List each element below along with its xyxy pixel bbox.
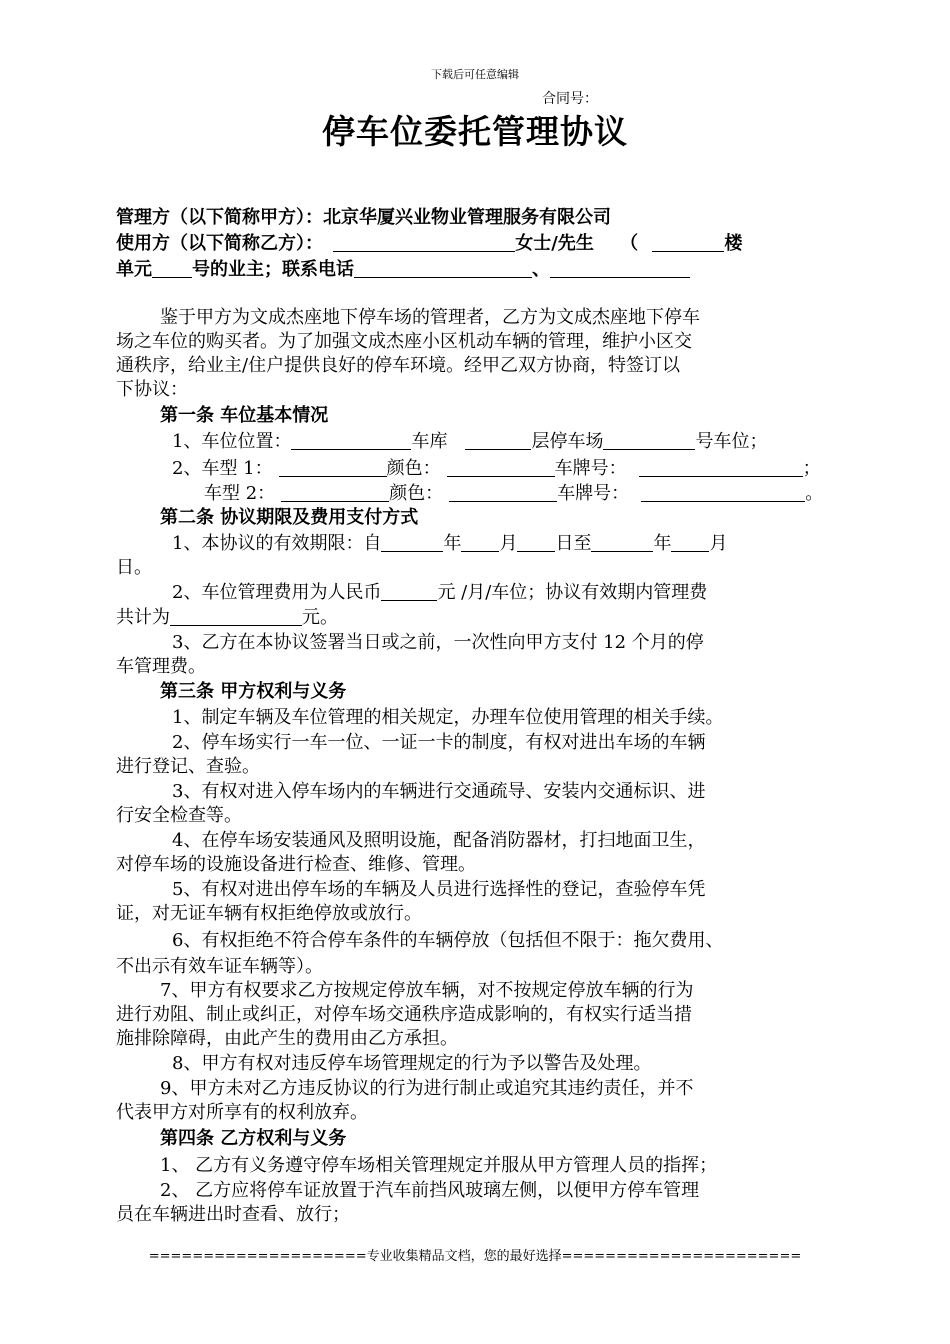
car2-color-blank[interactable]: [449, 483, 557, 502]
total-blank[interactable]: [170, 607, 302, 626]
user-title: 女士/先生: [515, 233, 594, 254]
article3-line: 3、有权对进入停车场内的车辆进行交通疏导、安装内交通标识、进: [172, 781, 706, 802]
article1-heading: 第一条 车位基本情况: [160, 405, 329, 426]
car1-line: [172, 457, 821, 481]
floor-blank[interactable]: [465, 431, 531, 450]
car1-color-blank[interactable]: [447, 458, 555, 477]
article3-line: 进行劝阻、制止或纠正，对停车场交通秩序造成影响的，有权实行适当措: [116, 1004, 692, 1025]
fee-blank[interactable]: [381, 582, 437, 601]
car2-color-label: 颜色：: [389, 483, 444, 504]
start-month-blank[interactable]: [461, 533, 499, 552]
article3-heading: 第三条 甲方权利与义务: [160, 681, 347, 702]
car1-model-blank[interactable]: [279, 458, 387, 477]
phone-separator: 、: [532, 259, 550, 280]
term-label: 1、本协议的有效期限：自: [172, 533, 382, 554]
user-name-blank[interactable]: [333, 233, 515, 252]
term-line: [172, 532, 727, 556]
article3-line: 5、有权对进出停车场的车辆及人员进行选择性的登记，查验停车凭: [172, 879, 706, 900]
article3-line: 2、停车场实行一车一位、一证一卡的制度，有权对进出车场的车辆: [172, 732, 706, 753]
phone-blank-1[interactable]: [354, 259, 532, 278]
article3-line: 对停车场的设施设备进行检查、维修、管理。: [116, 854, 476, 875]
phone-blank-2[interactable]: [550, 259, 690, 278]
article3-line: 1、制定车辆及车位管理的相关规定，办理车位使用管理的相关手续。: [172, 707, 724, 728]
end-year-label: 年: [653, 533, 672, 554]
article3-line: 行安全检查等。: [116, 805, 242, 826]
car1-end: ；: [802, 458, 821, 479]
article4-heading: 第四条 乙方权利与义务: [160, 1128, 347, 1149]
total-line: [116, 606, 338, 630]
end-month-blank[interactable]: [671, 533, 709, 552]
unit-blank[interactable]: [152, 259, 192, 278]
total-label: 共计为: [116, 607, 170, 628]
article3-line: 6、有权拒绝不符合停车条件的车辆停放（包括但不限于：拖欠费用、: [172, 930, 724, 951]
owner-phone-label: 号的业主；联系电话: [192, 259, 354, 280]
building-blank[interactable]: [652, 233, 724, 252]
article4-line: 员在车辆进出时查看、放行；: [116, 1204, 350, 1225]
article3-line: 证，对无证车辆有权拒绝停放或放行。: [116, 903, 422, 924]
car2-line: [204, 482, 823, 506]
user-party-line: [116, 232, 742, 256]
car2-model-blank[interactable]: [281, 483, 389, 502]
fee-line: [172, 581, 707, 605]
car2-end: 。: [805, 483, 824, 504]
car2-label: 车型 2：: [204, 483, 276, 504]
article3-line: 4、在停车场安装通风及照明设施，配备消防器材，打扫地面卫生，: [172, 830, 706, 851]
start-year-label: 年: [443, 533, 462, 554]
download-note: 下载后可任意编辑: [431, 68, 519, 81]
article4-line: 2、 乙方应将停车证放置于汽车前挡风玻璃左侧，以便甲方停车管理: [160, 1180, 700, 1201]
day-to-label: 日至: [555, 533, 592, 554]
space-label: 号车位；: [695, 431, 768, 452]
payment-line-1: 3、乙方在本协议签署当日或之前，一次性向甲方支付 12 个月的停: [172, 632, 704, 653]
manager-party: 管理方（以下简称甲方）：北京华厦兴业物业管理服务有限公司: [116, 207, 611, 228]
intro-line-4: 下协议：: [116, 379, 188, 400]
article2-heading: 第二条 协议期限及费用支付方式: [160, 507, 419, 528]
garage-label: 车库: [411, 431, 448, 452]
location-label: 1、车位位置：: [172, 431, 292, 452]
article3-line: 代表甲方对所享有的权利放弃。: [116, 1102, 368, 1123]
start-year-blank[interactable]: [381, 533, 443, 552]
total-unit: 元。: [302, 607, 338, 628]
car2-plate-blank[interactable]: [641, 483, 805, 502]
parking-location-line: [172, 430, 767, 454]
car1-plate-blank[interactable]: [639, 458, 803, 477]
intro-line-3: 通秩序，给业主/住户提供良好的停车环境。经甲乙双方协商，特签订以: [116, 355, 681, 376]
article3-line: 不出示有效车证车辆等）。: [116, 956, 323, 977]
end-year-blank[interactable]: [591, 533, 653, 552]
floor-label: 层停车场: [531, 431, 604, 452]
fee-unit-label: 元 /月/车位；协议有效期内管理费: [437, 582, 708, 603]
intro-line-2: 场之车位的购买者。为了加强文成杰座小区机动车辆的管理，维护小区交: [116, 331, 692, 352]
article3-line: 7、甲方有权要求乙方按规定停放车辆，对不按规定停放车辆的行为: [160, 980, 694, 1001]
intro-line-1: 鉴于甲方为文成杰座地下停车场的管理者，乙方为文成杰座地下停车: [160, 307, 700, 328]
document-title: 停车位委托管理协议: [322, 112, 628, 151]
car1-color-label: 颜色：: [386, 458, 441, 479]
space-blank[interactable]: [603, 431, 695, 450]
payment-line-2: 车管理费。: [116, 656, 206, 677]
location-blank[interactable]: [291, 431, 411, 450]
user-party-label: 使用方（以下简称乙方）：: [116, 233, 323, 254]
unit-label: 单元: [116, 259, 152, 280]
fee-label: 2、车位管理费用为人民币: [172, 582, 382, 603]
paren-open: （: [620, 233, 639, 254]
start-month-label: 月: [499, 533, 518, 554]
end-month-label: 月: [709, 533, 728, 554]
owner-line: [116, 258, 690, 282]
car1-label: 2、车型 1：: [172, 458, 273, 479]
article3-line: 9、甲方未对乙方违反协议的行为进行制止或追究其违约责任，并不: [160, 1078, 694, 1099]
car2-plate-label: 车牌号：: [557, 483, 630, 504]
article3-line: 8、甲方有权对违反停车场管理规定的行为予以警告及处理。: [172, 1053, 652, 1074]
contract-number-label: 合同号：: [542, 91, 598, 107]
building-label: 楼: [724, 233, 743, 254]
article3-line: 施排除障碍，由此产生的费用由乙方承担。: [116, 1028, 458, 1049]
article3-line: 进行登记、查验。: [116, 756, 260, 777]
term-day-end: 日。: [116, 557, 152, 578]
footer-banner: ====================专业收集精品文档，您的最好选择======================: [148, 1249, 802, 1264]
article4-line: 1、 乙方有义务遵守停车场相关管理规定并服从甲方管理人员的指挥；: [160, 1155, 718, 1176]
start-day-blank[interactable]: [517, 533, 555, 552]
car1-plate-label: 车牌号：: [554, 458, 627, 479]
